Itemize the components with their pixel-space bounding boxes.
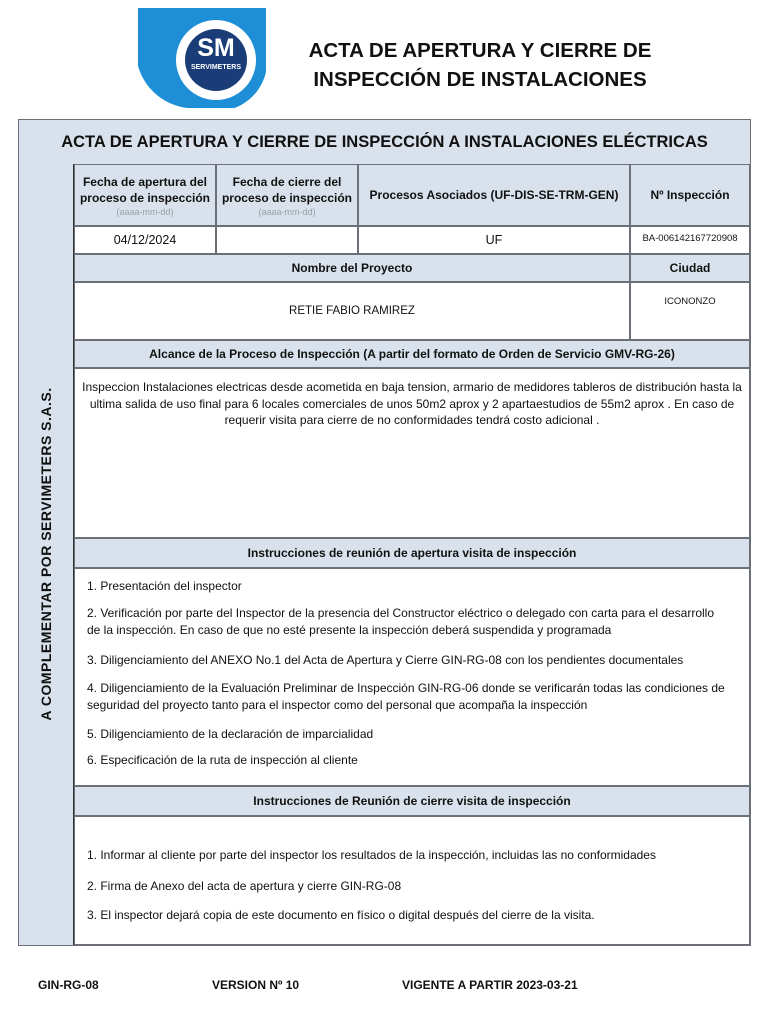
- header-fecha-cierre: [216, 164, 358, 226]
- side-label: A COMPLEMENTAR POR SERVIMETERS S.A.S.: [38, 387, 54, 721]
- proyecto-value: RETIE FABIO RAMIREZ: [74, 282, 630, 340]
- document-title-line-1: ACTA DE APERTURA Y CIERRE DE: [308, 39, 652, 62]
- side-panel: [19, 164, 74, 945]
- apertura-item-2: 2. Verificación por parte del Inspector de la presencia del Constructor eléctrico o delegado con carta para el desarrollo de la inspección. En caso de que no esté presente la inspección deberá suspendida y programada: [87, 606, 715, 637]
- ciudad-value: ICONONZO: [630, 282, 750, 340]
- header-fecha-apertura: [74, 164, 216, 226]
- numero-inspeccion-value: BA-006142167720908: [630, 226, 750, 254]
- cierre-item-2: 2. Firma de Anexo del acta de apertura y cierre GIN-RG-08: [87, 879, 402, 893]
- header-alcance: Alcance de la Proceso de Inspección (A partir del formato de Orden de Servicio GMV-RG-26): [74, 340, 750, 368]
- header-ciudad: Ciudad: [630, 254, 750, 282]
- alcance-section: [74, 368, 750, 538]
- apertura-section: [74, 568, 750, 786]
- cierre-section: [74, 816, 750, 945]
- date-hint-apertura: (aaaa-mm-dd): [116, 206, 174, 217]
- cierre-item-1: 1. Informar al cliente por parte del inspector los resultados de la inspección, incluidas las no conformidades: [87, 848, 656, 862]
- header-numero-inspeccion: Nº Inspección: [630, 164, 750, 226]
- document-title: [270, 36, 690, 94]
- apertura-item-6: 6. Especificación de la ruta de inspección al cliente: [87, 753, 358, 767]
- form-band-title: ACTA DE APERTURA Y CIERRE DE INSPECCIÓN A INSTALACIONES ELÉCTRICAS: [19, 120, 750, 165]
- header-fecha-apertura-label: Fecha de apertura del proceso de inspección: [79, 174, 211, 205]
- inspection-form: [18, 119, 751, 946]
- procesos-value: UF: [358, 226, 630, 254]
- servimeters-logo: [138, 8, 266, 108]
- footer-code: GIN-RG-08: [38, 978, 99, 992]
- logo-subtext: SERVIMETERS: [190, 64, 242, 71]
- alcance-text: Inspeccion Instalaciones electricas desde acometida en baja tension, armario de medidores tableros de distribución hasta la ultima salida de uso final para 6 locales comerciales de unos 50m2 aprox y 2 apartaestudios de 55m2 aprox . En caso de requerir visita para cierre de no conformidades tendrá costo adicional .: [82, 380, 742, 427]
- footer-validity: VIGENTE A PARTIR 2023-03-21: [402, 978, 578, 992]
- header-cierre: Instrucciones de Reunión de cierre visita de inspección: [74, 786, 750, 816]
- header-apertura: Instrucciones de reunión de apertura visita de inspección: [74, 538, 750, 568]
- header-procesos: Procesos Asociados (UF-DIS-SE-TRM-GEN): [358, 164, 630, 226]
- apertura-item-4: 4. Diligenciamiento de la Evaluación Preliminar de Inspección GIN-RG-06 donde se verificarán todas las condiciones de seguridad del proyecto tanto para el inspector como del personal que acompaña la inspección: [87, 681, 725, 712]
- fecha-apertura-value: 04/12/2024: [74, 226, 216, 254]
- header-fecha-cierre-label: Fecha de cierre del proceso de inspección: [221, 174, 353, 205]
- logo-text: SM: [197, 34, 235, 62]
- apertura-item-3: 3. Diligenciamiento del ANEXO No.1 del Acta de Apertura y Cierre GIN-RG-08 con los pendientes documentales: [87, 653, 684, 667]
- cierre-item-3: 3. El inspector dejará copia de este documento en físico o digital después del cierre de la visita.: [87, 908, 595, 922]
- footer-version: VERSION Nº 10: [212, 978, 300, 992]
- fecha-cierre-value: [216, 226, 358, 254]
- header-proyecto: Nombre del Proyecto: [74, 254, 630, 282]
- apertura-item-5: 5. Diligenciamiento de la declaración de imparcialidad: [87, 727, 374, 741]
- date-hint-cierre: (aaaa-mm-dd): [258, 206, 316, 217]
- document-title-line-2: INSPECCIÓN DE INSTALACIONES: [313, 68, 647, 91]
- apertura-item-1: 1. Presentación del inspector: [87, 579, 242, 593]
